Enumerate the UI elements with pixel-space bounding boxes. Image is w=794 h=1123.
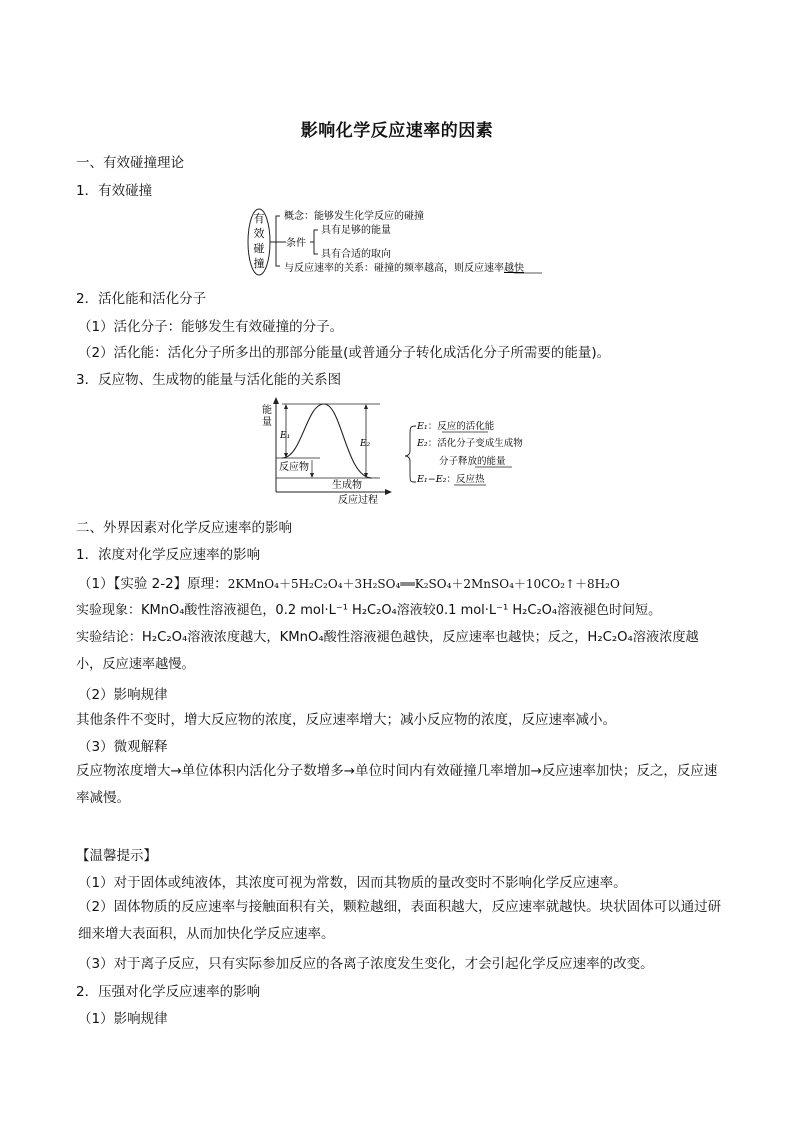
- e2-label: E₂: [360, 439, 371, 449]
- experiment-line: [78, 575, 620, 593]
- item-activated-molecule: （1）活化分子：能够发生有效碰撞的分子。: [78, 319, 344, 335]
- item-activation-energy: （2）活化能：活化分子所多出的那部分能量(或普通分子转化成活化分子所需要的能量)。: [78, 345, 611, 361]
- y-label-char: 量: [262, 417, 272, 428]
- subheading-pressure: 2．压强对化学反应速率的影响: [76, 984, 261, 1000]
- pressure-rule-heading: （1）影响规律: [78, 1011, 168, 1027]
- reactant-label: 反应物: [279, 462, 309, 473]
- e1-label: E₁: [280, 431, 291, 441]
- svg-text:E₁−E₂：反应热: E₁−E₂：反应热: [417, 474, 485, 485]
- e2-arrow-head-top: [364, 404, 368, 409]
- concept-text: 概念：能够发生化学反应的碰撞: [284, 211, 424, 222]
- effective-collision-diagram: [246, 204, 556, 278]
- tip-3: （3）对于离子反应，只有实际参加反应的各离子浓度发生变化，才会引起化学反应速率的改变。: [78, 956, 654, 972]
- micro-text: 反应物浓度增大→单位体积内活化分子数增多→单位时间内有效碰撞几率增加→反应速率加快；反之，反应速率减慢。: [76, 763, 718, 806]
- tip-1: （1）对于固体或纯液体，其浓度可视为常数，因而其物质的量改变时不影响化学反应速率。: [78, 875, 627, 891]
- condition-item: 具有足够的能量: [321, 225, 391, 236]
- condition-item: 具有合适的取向: [321, 249, 391, 260]
- product-label: 生成物: [332, 480, 362, 491]
- energy-profile-diagram: [254, 396, 544, 508]
- svg-text:E₁：反应的活化能: E₁：反应的活化能: [417, 421, 495, 432]
- oval-char: 碰: [253, 242, 265, 255]
- legend-e2-label: E₂: [417, 438, 428, 449]
- section-heading-1: 一、有效碰撞理论: [76, 155, 184, 171]
- reaction-equation: 2KMnO₄＋5H₂C₂O₄＋3H₂SO₄══K₂SO₄＋2MnSO₄＋10CO₂↑＋8H₂O: [227, 577, 620, 591]
- brace: [270, 216, 280, 266]
- delta-arrow-head: [310, 473, 314, 478]
- relation-key: 越快: [504, 263, 524, 274]
- subheading-effective-collision: 1．有效碰撞: [76, 183, 153, 199]
- legend-e2-text-2: 分子释放的能量: [439, 456, 506, 467]
- svg-text:与反应速率的关系：碰撞的频率越高，则反应速率越快: [284, 261, 524, 274]
- legend-diff-label: E₁−E₂: [417, 474, 447, 485]
- experiment-prefix: （1）【实验 2-2】原理：: [78, 576, 228, 592]
- x-label: 反应过程: [338, 495, 378, 506]
- svg-text:E₂：活化分子变成生成物: E₂：活化分子变成生成物: [417, 438, 523, 449]
- legend-e2-text: 活化分子变成生成物: [437, 438, 523, 449]
- sub-brace: [310, 230, 318, 254]
- subheading-energy-diagram: 3．反应物、生成物的能量与活化能的关系图: [76, 372, 342, 388]
- tips-heading: 【温馨提示】: [76, 848, 157, 864]
- legend-e1-text: 反应的活化能: [437, 421, 495, 432]
- page-title: 影响化学反应速率的因素: [300, 121, 494, 141]
- legend-brace: [405, 426, 416, 482]
- oval-char: 撞: [253, 257, 265, 270]
- y-label-char: 能: [262, 405, 272, 416]
- experiment-phenomenon: 实验现象：KMnO₄酸性溶液褪色，0.2 mol·L⁻¹ H₂C₂O₄溶液较0.1 mol·L⁻¹ H₂C₂O₄溶液褪色时间短。: [76, 603, 662, 618]
- subheading-concentration: 1．浓度对化学反应速率的影响: [76, 547, 261, 563]
- rule-heading: （2）影响规律: [78, 687, 168, 703]
- condition-label: 条件: [286, 238, 306, 249]
- x-axis-arrow: [385, 489, 392, 495]
- relation-text: 与反应速率的关系：碰撞的频率越高，则反应速率: [284, 263, 504, 274]
- experiment-conclusion: 实验结论：H₂C₂O₄溶液浓度越大，KMnO₄酸性溶液褪色越快，反应速率也越快；反之，H₂C₂O₄溶液浓度越小，反应速率越慢。: [76, 630, 699, 672]
- oval-char: 有: [253, 212, 265, 225]
- e1-arrow-head-top: [284, 404, 288, 409]
- legend-e1-label: E₁: [417, 421, 428, 432]
- tip-2: （2）固体物质的反应速率与接触面积有关，颗粒越细，表面积越大，反应速率就越快。块状固体可以通过研细来增大表面积，从而加快化学反应速率。: [78, 899, 722, 942]
- oval-char: 效: [253, 227, 265, 240]
- rule-text: 其他条件不变时，增大反应物的浓度，反应速率增大；减小反应物的浓度，反应速率减小。: [76, 712, 616, 728]
- micro-heading: （3）微观解释: [78, 739, 168, 755]
- section-heading-2: 二、外界因素对化学反应速率的影响: [76, 520, 292, 536]
- legend-diff-text: 反应热: [455, 474, 485, 485]
- y-axis-arrow: [273, 397, 279, 404]
- subheading-activation-energy: 2．活化能和活化分子: [76, 291, 207, 307]
